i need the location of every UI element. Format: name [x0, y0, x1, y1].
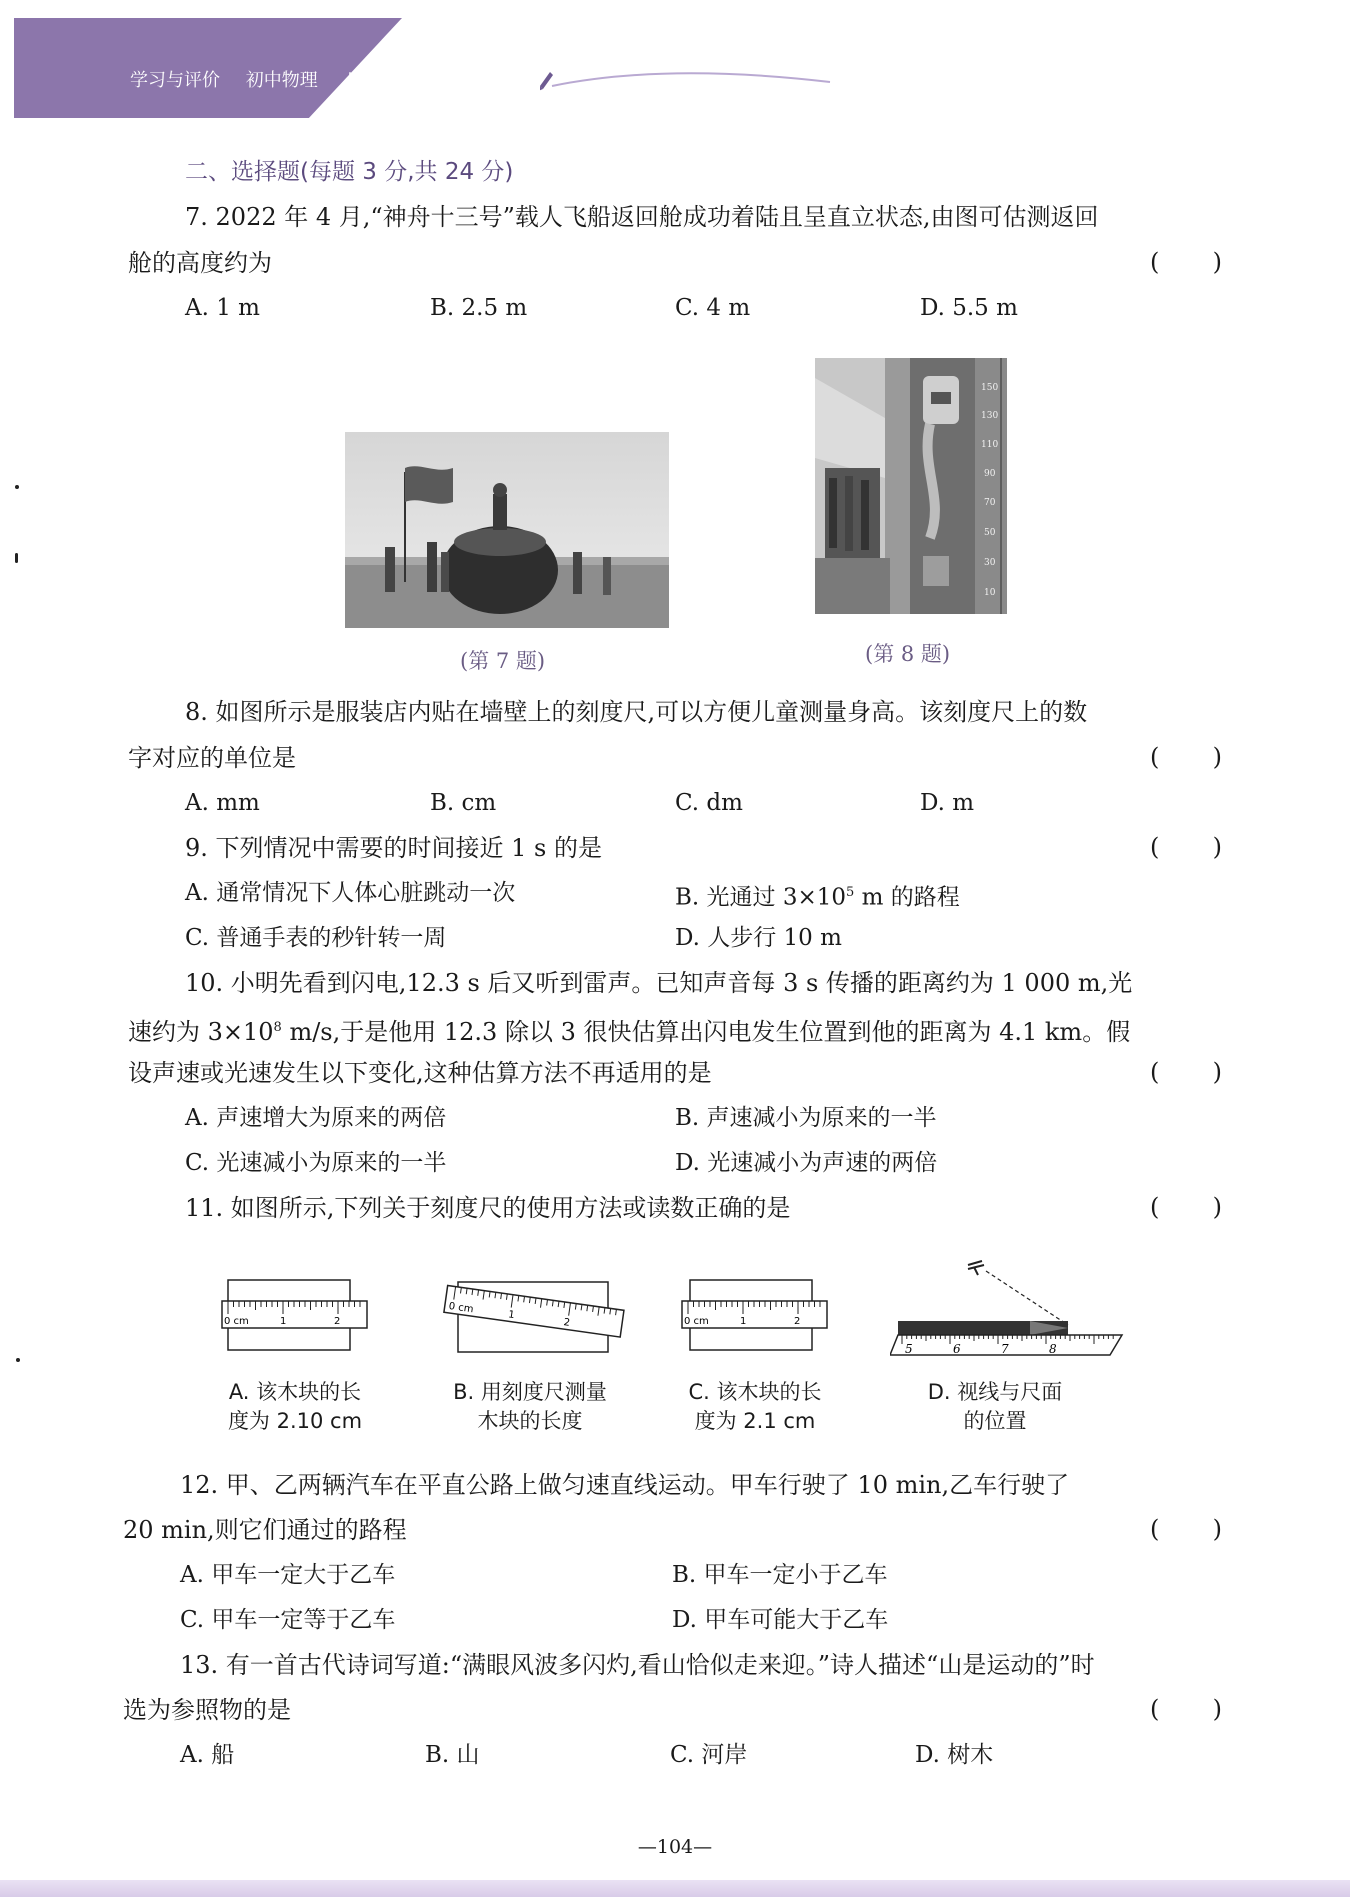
q8-option-c: C. dm: [675, 790, 743, 816]
ruler-label: 2: [334, 1316, 341, 1327]
tick-label: 70: [984, 498, 996, 508]
ruler-label: 8: [1049, 1342, 1057, 1356]
tick-label: 110: [981, 440, 999, 450]
q13-stem-line2: 选为参照物的是: [123, 1696, 291, 1724]
q9-option-b: B. 光通过 $3\times 10^5$ m 的路程: [675, 884, 960, 911]
ruler-caption-b: B. 用刻度尺测量 木块的长度: [453, 1380, 607, 1433]
ruler-figure-a: [220, 1275, 370, 1355]
q9-stem: 9. 下列情况中需要的时间接近 1 s 的是: [185, 834, 602, 862]
tick-label: 30: [984, 558, 996, 568]
q12-option-b: B. 甲车一定小于乙车: [672, 1562, 888, 1588]
header-series: 学习与评价: [130, 70, 220, 91]
ruler-caption-c: C. 该木块的长 度为 2.1 cm: [688, 1380, 822, 1433]
tick-label: 10: [984, 588, 996, 598]
q7-option-d: D. 5.5 m: [920, 295, 1018, 321]
q13-option-a: A. 船: [180, 1742, 235, 1768]
margin-mark: [15, 553, 18, 563]
ruler-label: 0 cm: [684, 1316, 709, 1327]
section-title: 二、选择题(每题 3 分,共 24 分): [185, 159, 514, 185]
q8-stem-line1: 8. 如图所示是服装店内贴在墙壁上的刻度尺,可以方便儿童测量身高。该刻度尺上的数: [185, 698, 1088, 726]
header-edition: 苏科版: [459, 70, 514, 91]
ruler-label: 1: [507, 1309, 516, 1322]
ruler-label: 7: [1001, 1342, 1009, 1356]
q13-stem-line1: 13. 有一首古代诗词写道:“满眼风波多闪灼,看山恰似走来迎。”诗人描述“山是运动的”时: [180, 1651, 1095, 1679]
pencil-icon: [540, 60, 840, 100]
fig7-caption: (第 7 题): [460, 649, 546, 673]
q9-option-c: C. 普通手表的秒针转一周: [185, 925, 447, 951]
q10-option-a: A. 声速增大为原来的两倍: [185, 1105, 447, 1131]
tick-label: 130: [981, 411, 999, 421]
q10-option-c: C. 光速减小为原来的一半: [185, 1150, 447, 1176]
tick-label: 150: [981, 383, 999, 393]
q12-stem-line2: 20 min,则它们通过的路程: [123, 1516, 407, 1544]
q13-option-c: C. 河岸: [670, 1742, 748, 1768]
ruler-figure-c: [680, 1275, 830, 1355]
fig7-capsule-photo: [345, 432, 669, 628]
ruler-label: 2: [562, 1317, 571, 1329]
fig8-caption: (第 8 题): [865, 642, 951, 666]
margin-mark: [15, 485, 19, 489]
tick-label: 90: [984, 469, 996, 479]
ruler-label: 0 cm: [224, 1316, 249, 1327]
q7-option-a: A. 1 m: [185, 295, 260, 321]
q13-option-b: B. 山: [425, 1742, 480, 1768]
ruler-label: 2: [794, 1316, 801, 1327]
q7-option-c: C. 4 m: [675, 295, 751, 321]
q9-option-d: D. 人步行 10 m: [675, 925, 842, 951]
q12-option-a: A. 甲车一定大于乙车: [180, 1562, 396, 1588]
q10-stem-line1: 10. 小明先看到闪电,12.3 s 后又听到雷声。已知声音每 3 s 传播的距离约为 1 000 m,光: [185, 969, 1133, 997]
tick-label: 50: [984, 528, 996, 538]
q8-stem-line2: 字对应的单位是: [128, 744, 296, 772]
q8-option-b: B. cm: [430, 790, 497, 816]
q12-stem-line1: 12. 甲、乙两辆汽车在平直公路上做匀速直线运动。甲车行驶了 10 min,乙车行驶了: [180, 1471, 1070, 1499]
ruler-caption-d: D. 视线与尺面 的位置: [927, 1380, 1063, 1433]
book-series-header: [130, 66, 533, 92]
ruler-label: 0 cm: [448, 1300, 475, 1316]
q7-stem-line1: 7. 2022 年 4 月,“神舟十三号”载人飞船返回舱成功着陆且呈直立状态,由图可估测返回: [185, 203, 1099, 231]
q12-option-c: C. 甲车一定等于乙车: [180, 1607, 396, 1633]
ruler-figure-d: [890, 1255, 1130, 1365]
q9-option-a: A. 通常情况下人体心脏跳动一次: [185, 880, 516, 906]
q10-option-d: D. 光速减小为声速的两倍: [675, 1150, 938, 1176]
q8-option-a: A. mm: [185, 790, 260, 816]
q10-option-b: B. 声速减小为原来的一半: [675, 1105, 937, 1131]
footer-band: [0, 1880, 1350, 1897]
q11-stem: 11. 如图所示,下列关于刻度尺的使用方法或读数正确的是: [185, 1194, 791, 1222]
q10-stem-line2: 速约为 $3\times 10^8$ m/s,于是他用 12.3 除以 3 很快估算出闪电发生位置到他的距离为 4.1 km。假: [128, 1018, 1131, 1046]
ruler-label: 6: [953, 1342, 961, 1356]
ruler-figure-b: [440, 1270, 630, 1365]
ruler-caption-a: A. 该木块的长 度为 2.10 cm: [227, 1380, 363, 1433]
q7-stem-line2: 舱的高度约为: [128, 249, 272, 277]
ruler-label: 1: [740, 1316, 747, 1327]
header-grade: 八年级上册: [343, 70, 434, 91]
page-number: —104—: [637, 1836, 713, 1858]
fig8-height-chart-photo: [815, 358, 1007, 614]
ruler-label: 1: [280, 1316, 287, 1327]
ruler-label: 5: [905, 1342, 913, 1356]
q12-option-d: D. 甲车可能大于乙车: [672, 1607, 889, 1633]
eye-icon: [968, 1261, 984, 1275]
header-subject: 初中物理: [245, 70, 318, 91]
q7-option-b: B. 2.5 m: [430, 295, 528, 321]
margin-mark: [16, 1358, 20, 1362]
q13-option-d: D. 树木: [915, 1742, 994, 1768]
q10-stem-line3: 设声速或光速发生以下变化,这种估算方法不再适用的是: [128, 1059, 712, 1087]
q8-option-d: D. m: [920, 790, 975, 816]
